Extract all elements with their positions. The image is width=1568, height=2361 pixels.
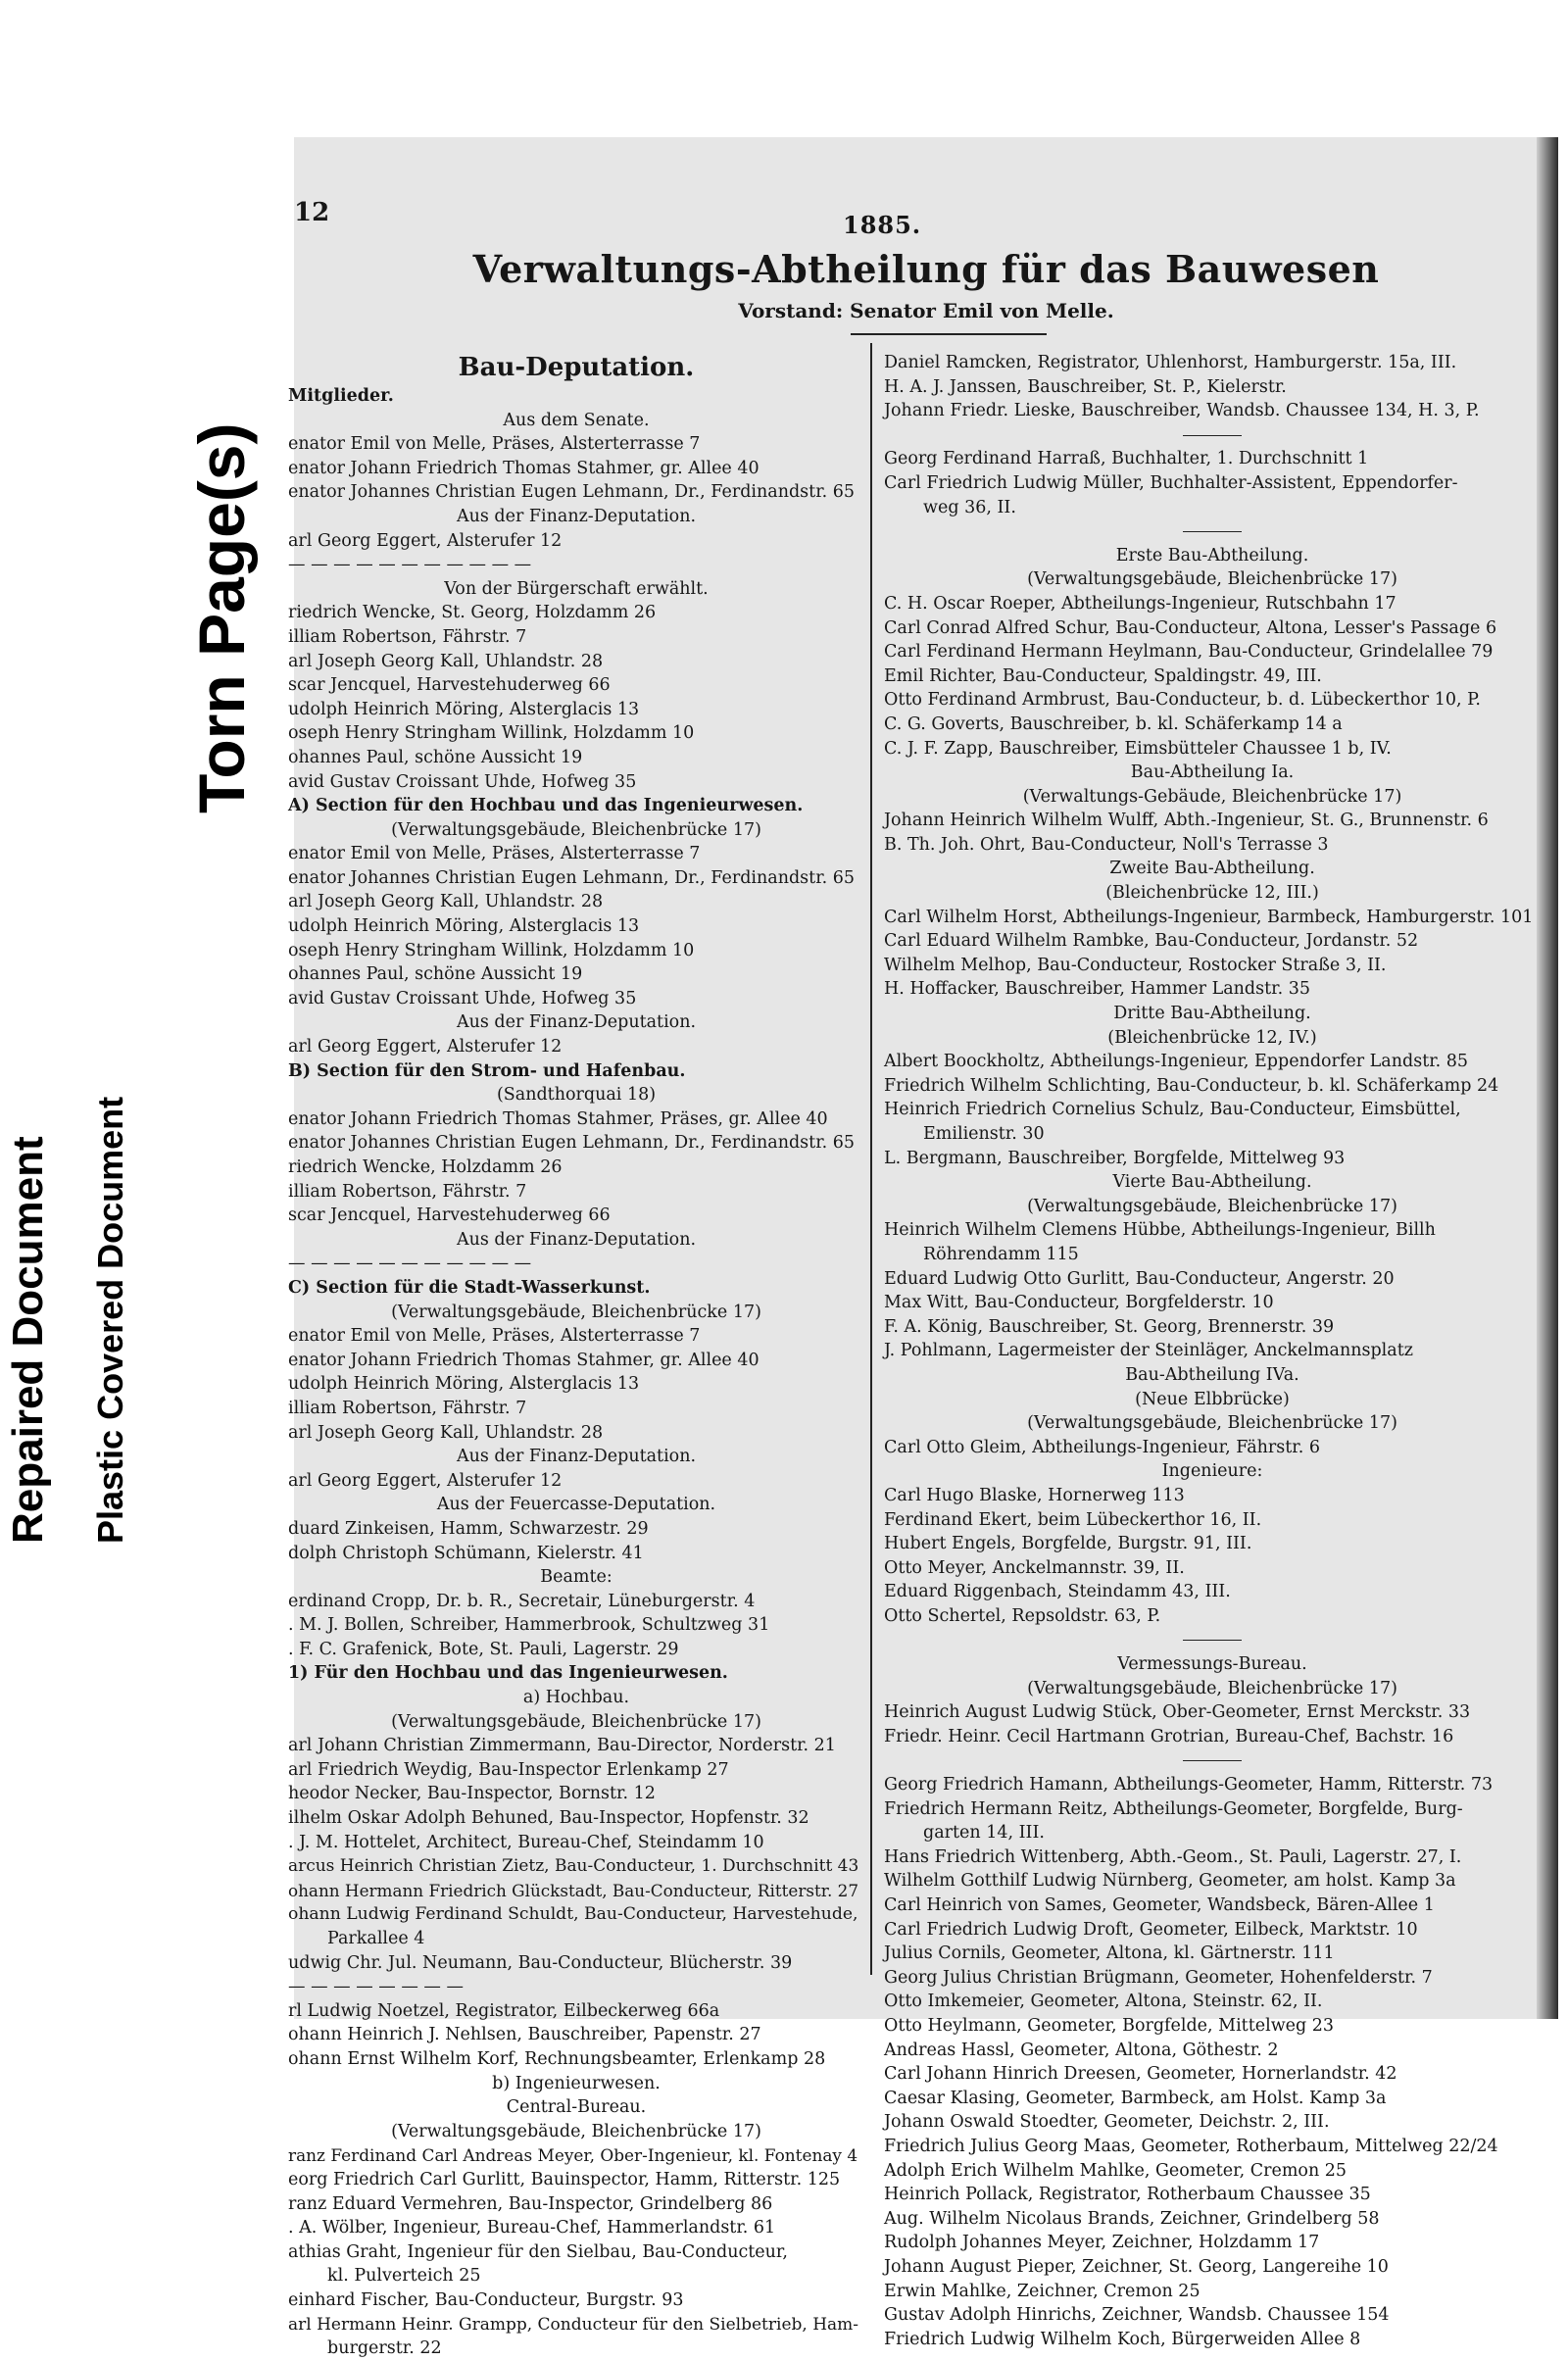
left-column-line: (Verwaltungsgebäude, Bleichenbrücke 17) [391, 1302, 761, 1322]
repaired-document-label: Repaired Document [4, 1136, 52, 1544]
right-column-line: H. A. J. Janssen, Bauschreiber, St. P., Kielerstr. [884, 376, 1287, 397]
right-column-line: Otto Meyer, Anckelmannstr. 39, II. [884, 1557, 1185, 1578]
right-column-line: F. A. König, Bauschreiber, St. Georg, Brennerstr. 39 [884, 1316, 1335, 1337]
left-column-line: udolph Heinrich Möring, Alsterglacis 13 [288, 916, 640, 937]
left-column-line: oseph Henry Stringham Willink, Holzdamm 10 [288, 723, 695, 744]
plastic-covered-label: Plastic Covered Document [90, 1096, 130, 1544]
right-column-line: Carl Friedrich Ludwig Müller, Buchhalter-Assistent, Eppendorfer- [884, 472, 1458, 493]
right-column-line: (Verwaltungsgebäude, Bleichenbrücke 17) [1027, 1413, 1397, 1434]
right-column-line: Georg Ferdinand Harraß, Buchhalter, 1. Durchschnitt 1 [884, 449, 1369, 469]
right-column-line: Otto Imkemeier, Geometer, Altona, Steinstr. 62, II. [884, 1992, 1323, 2012]
right-column-line: J. Pohlmann, Lagermeister der Steinläger, Anckelmannsplatz [884, 1341, 1413, 1361]
right-column-line: Julius Cornils, Geometer, Altona, kl. Gärtnerstr. 111 [884, 1943, 1335, 1964]
left-column-line: duard Zinkeisen, Hamm, Schwarzestr. 29 [288, 1518, 649, 1539]
right-column-line: Carl Heinrich von Sames, Geometer, Wandsbeck, Bären-Allee 1 [884, 1895, 1435, 1915]
column-divider [870, 343, 872, 1975]
left-column-line: Parkallee 4 [327, 1929, 425, 1948]
left-column-line: scar Jencquel, Harvestehuderweg 66 [288, 1205, 611, 1226]
right-column-line: Vierte Bau-Abtheilung. [1112, 1172, 1312, 1193]
left-column-line: ranz Eduard Vermehren, Bau-Inspector, Grindelberg 86 [288, 2193, 773, 2214]
left-column-line: C) Section für die Stadt-Wasserkunst. [288, 1277, 651, 1298]
left-column-line: 1) Für den Hochbau und das Ingenieurwesen. [288, 1663, 728, 1684]
right-column-line: Heinrich August Ludwig Stück, Ober-Geometer, Ernst Merckstr. 33 [884, 1702, 1471, 1723]
right-column-line: Johann Oswald Stoedter, Geometer, Deichstr. 2, III. [884, 2112, 1330, 2133]
right-column-line: C. J. F. Zapp, Bauschreiber, Eimsbütteler Chaussee 1 b, IV. [884, 738, 1392, 759]
left-column-line: Aus der Feuercasse-Deputation. [436, 1495, 716, 1515]
right-column-line: H. Hoffacker, Bauschreiber, Hammer Landstr. 35 [884, 979, 1310, 1000]
left-column-line: Mitglieder. [288, 386, 394, 406]
right-column-line: Carl Johann Hinrich Dreesen, Geometer, Hornerlandstr. 42 [884, 2064, 1397, 2085]
left-column-line: scar Jencquel, Harvestehuderweg 66 [288, 675, 611, 696]
right-column-line: Andreas Hassl, Geometer, Altona, Göthestr. 2 [884, 2040, 1279, 2060]
left-column-line: riedrich Wencke, St. Georg, Holzdamm 26 [288, 603, 657, 623]
left-column [288, 351, 864, 2361]
left-column-line: . J. M. Hottelet, Architect, Bureau-Chef, Steindamm 10 [288, 1832, 764, 1852]
left-column-line: arcus Heinrich Christian Zietz, Bau-Conducteur, 1. Durchschnitt 43 [288, 1856, 859, 1877]
right-column-line: (Neue Elbbrücke) [1135, 1389, 1290, 1409]
left-column-line: rl Ludwig Noetzel, Registrator, Eilbeckerweg 66a [288, 2000, 720, 2021]
left-column-line: Aus der Finanz-Deputation. [456, 506, 697, 526]
left-column-line: arl Friedrich Weydig, Bau-Inspector Erlenkamp 27 [288, 1759, 729, 1780]
right-column-line: Bau-Abtheilung IVa. [1125, 1364, 1299, 1385]
left-column-line: illiam Robertson, Fährstr. 7 [288, 626, 527, 647]
left-column-line: dolph Christoph Schümann, Kielerstr. 41 [288, 1543, 644, 1563]
right-column-line: Röhrendamm 115 [923, 1244, 1079, 1264]
left-column-line: . F. C. Grafenick, Bote, St. Pauli, Lagerstr. 29 [288, 1639, 679, 1659]
right-column-line: Carl Ferdinand Hermann Heylmann, Bau-Conducteur, Grindelallee 79 [884, 642, 1494, 663]
right-column-line: weg 36, II. [923, 497, 1016, 517]
right-column-line: Erste Bau-Abtheilung. [1115, 545, 1309, 566]
left-column-line: athias Graht, Ingenieur für den Sielbau, Bau-Conducteur, [288, 2241, 788, 2262]
left-column-line: enator Johannes Christian Eugen Lehmann, Dr., Ferdinandstr. 65 [288, 1133, 856, 1154]
left-column-line: ranz Ferdinand Carl Andreas Meyer, Ober-Ingenieur, kl. Fontenay 4 [288, 2145, 858, 2166]
right-column-line: C. G. Goverts, Bauschreiber, b. kl. Schäferkamp 14 a [884, 713, 1343, 734]
right-column-line: Eduard Ludwig Otto Gurlitt, Bau-Conducteur, Angerstr. 20 [884, 1268, 1395, 1289]
right-column-line: (Bleichenbrücke 12, III.) [1105, 883, 1319, 904]
right-column-line: Heinrich Wilhelm Clemens Hübbe, Abtheilungs-Ingenieur, Billh [884, 1220, 1436, 1241]
left-column-line: Aus der Finanz-Deputation. [456, 1012, 697, 1033]
left-column-line: (Verwaltungsgebäude, Bleichenbrücke 17) [391, 819, 761, 840]
right-column-line: Otto Ferdinand Armbrust, Bau-Conducteur, b. d. Lübeckerthor 10, P. [884, 690, 1481, 711]
right-column-line: Ingenieure: [1161, 1461, 1263, 1482]
right-column-line: Caesar Klasing, Geometer, Barmbeck, am Holst. Kamp 3a [884, 2088, 1387, 2108]
left-column-line: Central-Bureau. [506, 2097, 647, 2118]
page-title: Verwaltungs-Abtheilung für das Bauwesen [472, 247, 1380, 291]
right-column-line: Bau-Abtheilung Ia. [1130, 762, 1295, 783]
right-column-line: (Verwaltungsgebäude, Bleichenbrücke 17) [1027, 1678, 1397, 1698]
left-column-line: Aus der Finanz-Deputation. [456, 1229, 697, 1250]
left-column-line: ohann Ernst Wilhelm Korf, Rechnungsbeamter, Erlenkamp 28 [288, 2048, 826, 2069]
left-column-line: enator Johannes Christian Eugen Lehmann, Dr., Ferdinandstr. 65 [288, 482, 856, 503]
right-column-line: Carl Friedrich Ludwig Droft, Geometer, Eilbeck, Marktstr. 10 [884, 1919, 1418, 1940]
left-column-line: arl Georg Eggert, Alsterufer 12 [288, 1470, 563, 1491]
right-column-line: Carl Eduard Wilhelm Rambke, Bau-Conducteur, Jordanstr. 52 [884, 931, 1419, 952]
left-column-line: enator Emil von Melle, Präses, Alsterterrasse 7 [288, 434, 701, 455]
left-column-line: arl Georg Eggert, Alsterufer 12 [288, 1037, 563, 1058]
left-column-line: arl Joseph Georg Kall, Uhlandstr. 28 [288, 892, 604, 912]
left-column-line: A) Section für den Hochbau und das Ingenieurwesen. [288, 796, 804, 816]
left-column-line: enator Johann Friedrich Thomas Stahmer, gr. Allee 40 [288, 458, 760, 478]
left-column-line: — — — — — — — — — — — [288, 555, 532, 575]
left-column-line: arl Hermann Heinr. Grampp, Conducteur für den Sielbetrieb, Ham- [288, 2314, 859, 2335]
year-heading: 1885. [843, 211, 922, 239]
left-column-line: heodor Necker, Bau-Inspector, Bornstr. 12 [288, 1784, 656, 1804]
right-column-line: (Verwaltungsgebäude, Bleichenbrücke 17) [1027, 1196, 1397, 1216]
right-column-line: Georg Julius Christian Brügmann, Geometer, Hohenfelderstr. 7 [884, 1967, 1433, 1988]
left-column-line: ohann Heinrich J. Nehlsen, Bauschreiber, Papenstr. 27 [288, 2025, 761, 2045]
right-column-line: L. Bergmann, Bauschreiber, Borgfelde, Mittelweg 93 [884, 1148, 1346, 1168]
left-column-line: avid Gustav Croissant Uhde, Hofweg 35 [288, 771, 637, 792]
left-column-line: enator Johannes Christian Eugen Lehmann, Dr., Ferdinandstr. 65 [288, 867, 856, 888]
left-column-line: Bau-Deputation. [458, 353, 695, 382]
left-column-line: ohann Hermann Friedrich Glückstadt, Bau-Conducteur, Ritterstr. 27 [288, 1880, 858, 1900]
left-column-line: illiam Robertson, Fährstr. 7 [288, 1398, 527, 1418]
right-column-line: Gustav Adolph Hinrichs, Zeichner, Wandsb. Chaussee 154 [884, 2305, 1390, 2326]
left-column-line: — — — — — — — — — — — [288, 1254, 532, 1274]
right-column [884, 351, 1541, 2351]
left-column-line: (Verwaltungsgebäude, Bleichenbrücke 17) [391, 2121, 761, 2141]
chair-line: Vorstand: Senator Emil von Melle. [738, 299, 1114, 322]
right-column-line: Wilhelm Melhop, Bau-Conducteur, Rostocker Straße 3, II. [884, 955, 1387, 975]
left-column-line: ilhelm Oskar Adolph Behuned, Bau-Inspector, Hopfenstr. 32 [288, 1808, 809, 1829]
left-column-line: riedrich Wencke, Holzdamm 26 [288, 1157, 563, 1177]
right-column-line: Hubert Engels, Borgfelde, Burgstr. 91, III. [884, 1534, 1252, 1554]
scanned-page [288, 137, 1558, 2359]
left-column-line: ohann Ludwig Ferdinand Schuldt, Bau-Conducteur, Harvestehude, [288, 1904, 858, 1925]
left-column-line: . A. Wölber, Ingenieur, Bureau-Chef, Hammerlandstr. 61 [288, 2218, 776, 2238]
right-column-line: Georg Friedrich Hamann, Abtheilungs-Geometer, Hamm, Ritterstr. 73 [884, 1775, 1494, 1795]
left-column-line: einhard Fischer, Bau-Conducteur, Burgstr. 93 [288, 2289, 684, 2310]
right-column-line: Max Witt, Bau-Conducteur, Borgfelderstr. 10 [884, 1293, 1274, 1313]
left-column-line: arl Johann Christian Zimmermann, Bau-Director, Norderstr. 21 [288, 1736, 836, 1756]
right-column-line: (Verwaltungs-Gebäude, Bleichenbrücke 17) [1022, 786, 1402, 807]
left-column-line: enator Johann Friedrich Thomas Stahmer, Präses, gr. Allee 40 [288, 1108, 828, 1129]
left-column-line: udwig Chr. Jul. Neumann, Bau-Conducteur, Blücherstr. 39 [288, 1952, 793, 1973]
right-column-line: (Bleichenbrücke 12, IV.) [1107, 1027, 1317, 1048]
left-column-line: . M. J. Bollen, Schreiber, Hammerbrook, Schultzweg 31 [288, 1615, 770, 1636]
left-column-line: udolph Heinrich Möring, Alsterglacis 13 [288, 1374, 640, 1395]
right-column-line: Carl Hugo Blaske, Hornerweg 113 [884, 1485, 1185, 1505]
left-column-line: arl Joseph Georg Kall, Uhlandstr. 28 [288, 651, 604, 671]
right-column-line: Carl Otto Gleim, Abtheilungs-Ingenieur, Fährstr. 6 [884, 1437, 1320, 1457]
left-column-line: arl Joseph Georg Kall, Uhlandstr. 28 [288, 1422, 604, 1443]
left-column-line: eorg Friedrich Carl Gurlitt, Bauinspector, Hamm, Ritterstr. 125 [288, 2169, 841, 2189]
right-column-line: Carl Conrad Alfred Schur, Bau-Conducteur, Altona, Lesser's Passage 6 [884, 617, 1497, 638]
right-column-line: Adolph Erich Wilhelm Mahlke, Geometer, Cremon 25 [884, 2160, 1348, 2181]
left-column-line: burgerstr. 22 [327, 2338, 442, 2359]
right-column-line: Friedr. Heinr. Cecil Hartmann Grotrian, Bureau-Chef, Bachstr. 16 [884, 1726, 1454, 1746]
left-column-line: udolph Heinrich Möring, Alsterglacis 13 [288, 699, 640, 719]
left-column-line: oseph Henry Stringham Willink, Holzdamm 10 [288, 940, 695, 960]
short-rule [884, 1748, 1541, 1773]
right-column-line: Otto Heylmann, Geometer, Borgfelde, Mittelweg 23 [884, 2015, 1335, 2036]
left-column-line: (Sandthorquai 18) [496, 1085, 657, 1106]
right-column-line: Rudolph Johannes Meyer, Zeichner, Holzdamm 17 [884, 2233, 1320, 2253]
right-column-line: Dritte Bau-Abtheilung. [1113, 1004, 1311, 1024]
short-rule [884, 423, 1541, 448]
left-column-line: enator Emil von Melle, Präses, Alsterterrasse 7 [288, 1326, 701, 1347]
right-column-line: Friedrich Ludwig Wilhelm Koch, Bürgerweiden Allee 8 [884, 2329, 1361, 2349]
right-column-line: Eduard Riggenbach, Steindamm 43, III. [884, 1582, 1231, 1602]
left-column-line: — — — — — — — — [288, 1977, 464, 1997]
left-column-line: enator Johann Friedrich Thomas Stahmer, gr. Allee 40 [288, 1350, 760, 1370]
torn-pages-label: Torn Page(s) [185, 422, 258, 813]
right-column-line: Zweite Bau-Abtheilung. [1109, 859, 1315, 879]
left-column-line: erdinand Cropp, Dr. b. R., Secretair, Lüneburgerstr. 4 [288, 1591, 756, 1611]
right-column-line: Heinrich Friedrich Cornelius Schulz, Bau-Conducteur, Eimsbüttel, [884, 1100, 1461, 1120]
left-column-line: Aus dem Senate. [503, 410, 650, 430]
left-column-line: Beamte: [540, 1567, 612, 1588]
right-column-line: Johann August Pieper, Zeichner, St. Georg, Langereihe 10 [884, 2256, 1389, 2277]
right-column-line: Albert Boockholtz, Abtheilungs-Ingenieur, Eppendorfer Landstr. 85 [884, 1052, 1469, 1072]
right-column-line: Heinrich Pollack, Registrator, Rotherbaum Chaussee 35 [884, 2185, 1371, 2205]
right-column-line: Carl Wilhelm Horst, Abtheilungs-Ingenieur, Barmbeck, Hamburgerstr. 101 [884, 907, 1534, 927]
left-column-line: B) Section für den Strom- und Hafenbau. [288, 1060, 686, 1081]
page-number: 12 [294, 198, 330, 227]
right-column-line: Wilhelm Gotthilf Ludwig Nürnberg, Geometer, am holst. Kamp 3a [884, 1871, 1456, 1892]
right-column-line: Erwin Mahlke, Zeichner, Cremon 25 [884, 2281, 1200, 2301]
right-column-line: B. Th. Joh. Ohrt, Bau-Conducteur, Noll's Terrasse 3 [884, 834, 1329, 855]
right-column-line: C. H. Oscar Roeper, Abtheilungs-Ingenieur, Rutschbahn 17 [884, 593, 1396, 614]
right-column-line: Ferdinand Ekert, beim Lübeckerthor 16, II. [884, 1509, 1262, 1530]
left-column-line: kl. Pulverteich 25 [327, 2266, 481, 2287]
right-column-line: Friedrich Wilhelm Schlichting, Bau-Conducteur, b. kl. Schäferkamp 24 [884, 1075, 1499, 1096]
right-column-line: garten 14, III. [923, 1823, 1045, 1844]
left-column-line: arl Georg Eggert, Alsterufer 12 [288, 530, 563, 551]
right-column-line: Johann Friedr. Lieske, Bauschreiber, Wandsb. Chaussee 134, H. 3, P. [884, 401, 1480, 421]
right-column-line: Otto Schertel, Repsoldstr. 63, P. [884, 1605, 1161, 1626]
left-column-line: enator Emil von Melle, Präses, Alsterterrasse 7 [288, 844, 701, 864]
short-rule [884, 1628, 1541, 1652]
right-column-line: Friedrich Hermann Reitz, Abtheilungs-Geometer, Borgfelde, Burg- [884, 1798, 1463, 1819]
left-column-line: ohannes Paul, schöne Aussicht 19 [288, 747, 583, 767]
right-column-line: Johann Heinrich Wilhelm Wulff, Abth.-Ingenieur, St. G., Brunnenstr. 6 [884, 811, 1489, 831]
right-column-line: Aug. Wilhelm Nicolaus Brands, Zeichner, Grindelberg 58 [884, 2208, 1380, 2229]
left-column-line: ohannes Paul, schöne Aussicht 19 [288, 964, 583, 985]
right-column-line: Friedrich Julius Georg Maas, Geometer, Rotherbaum, Mittelweg 22/24 [884, 2136, 1498, 2156]
right-column-line: Emil Richter, Bau-Conducteur, Spaldingstr. 49, III. [884, 665, 1322, 686]
left-column-line: illiam Robertson, Fährstr. 7 [288, 1181, 527, 1202]
left-column-line: avid Gustav Croissant Uhde, Hofweg 35 [288, 988, 637, 1008]
left-column-line: Aus der Finanz-Deputation. [456, 1447, 697, 1467]
right-column-line: Vermessungs-Bureau. [1117, 1654, 1307, 1675]
left-column-line: Von der Bürgerschaft erwählt. [444, 578, 709, 599]
left-column-line: a) Hochbau. [522, 1688, 630, 1708]
short-rule [884, 519, 1541, 544]
right-column-line: (Verwaltungsgebäude, Bleichenbrücke 17) [1027, 569, 1397, 590]
title-rule [851, 333, 1047, 335]
left-column-line: b) Ingenieurwesen. [492, 2073, 661, 2093]
right-column-line: Hans Friedrich Wittenberg, Abth.-Geom., St. Pauli, Lagerstr. 27, I. [884, 1846, 1462, 1867]
right-column-line: Emilienstr. 30 [923, 1124, 1045, 1144]
right-column-line: Daniel Ramcken, Registrator, Uhlenhorst, Hamburgerstr. 15a, III. [884, 353, 1457, 372]
left-column-line: (Verwaltungsgebäude, Bleichenbrücke 17) [391, 1711, 761, 1732]
